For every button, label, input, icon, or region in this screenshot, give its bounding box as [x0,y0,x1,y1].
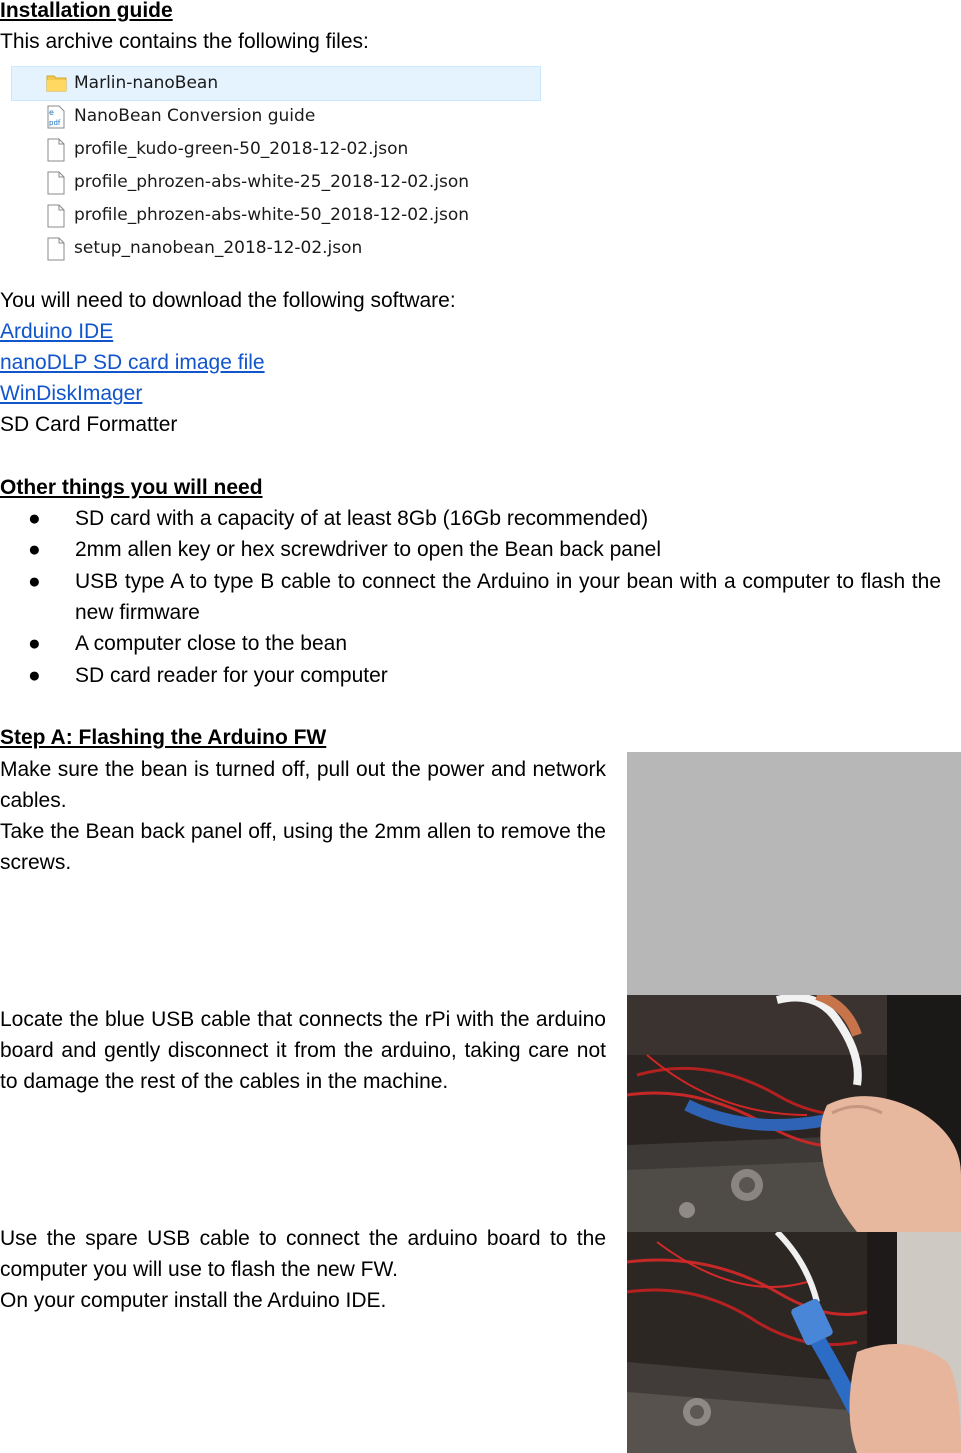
svg-text:e: e [49,107,54,117]
list-item: ● USB type A to type B cable to connect the Arduino in your bean with a computer to flash the new firmware [0,566,945,628]
file-row[interactable] [12,232,540,265]
file-icon [46,138,66,162]
list-item: ● SD card with a capacity of at least 8Gb (16Gb recommended) [0,503,945,534]
bullet-icon: ● [28,538,41,561]
bullet-icon: ● [28,570,41,593]
sd-card-formatter-text: SD Card Formatter [0,413,178,436]
arduino-ide-link[interactable]: Arduino IDE [0,320,114,343]
file-icon [46,237,66,261]
file-name: setup_nanobean_2018-12-02.json [74,238,363,258]
file-name: NanoBean Conversion guide [74,106,316,126]
intro-text: This archive contains the following files: [0,30,369,53]
other-things-heading: Other things you will need [0,476,263,499]
file-row[interactable] [12,100,540,133]
list-item: ● 2mm allen key or hex screwdriver to open the Bean back panel [0,534,945,566]
file-name: profile_phrozen-abs-white-25_2018-12-02.json [74,172,470,192]
nanodlp-image-link[interactable]: nanoDLP SD card image file [0,351,265,374]
bullet-icon: ● [28,664,41,687]
file-row[interactable] [12,166,540,199]
file-row[interactable] [12,199,540,232]
requirements-list [0,503,945,691]
bullet-icon: ● [28,507,41,530]
bullet-icon: ● [28,632,41,655]
list-item: ● A computer close to the bean [0,628,945,660]
file-name: profile_kudo-green-50_2018-12-02.json [74,139,409,159]
list-item: ● SD card reader for your computer [0,660,945,691]
step-a-paragraph-3: Locate the blue USB cable that connects the rPi with the arduino board and gently disconnect it from the arduino, taking care not to damage the rest of the cables in the machine. [0,1008,606,1093]
windiskimager-link[interactable]: WinDiskImager [0,382,143,405]
file-icon [46,204,66,228]
step-a-paragraph-1: Make sure the bean is turned off, pull out the power and network cables. [0,758,606,812]
file-row[interactable] [12,133,540,166]
step-a-paragraph-4: Use the spare USB cable to connect the arduino board to the computer you will use to flash the new FW. [0,1227,606,1281]
step-a-heading: Step A: Flashing the Arduino FW [0,726,327,749]
file-name: profile_phrozen-abs-white-50_2018-12-02.json [74,205,470,225]
photo-connect-usb [627,1232,961,1453]
file-icon [46,171,66,195]
software-intro: You will need to download the following software: [0,289,456,312]
file-name: Marlin-nanoBean [74,73,219,93]
pdf-file-icon [46,105,66,129]
file-row[interactable] [11,66,541,101]
file-explorer-list [10,64,542,264]
step-a-paragraph-2: Take the Bean back panel off, using the 2mm allen to remove the screws. [0,820,606,874]
image-placeholder [627,752,961,995]
page-title: Installation guide [0,0,173,22]
svg-text:pdf: pdf [49,118,61,127]
photo-disconnect-usb [627,995,961,1232]
step-a-paragraph-5: On your computer install the Arduino IDE. [0,1289,387,1312]
folder-icon [46,72,66,96]
